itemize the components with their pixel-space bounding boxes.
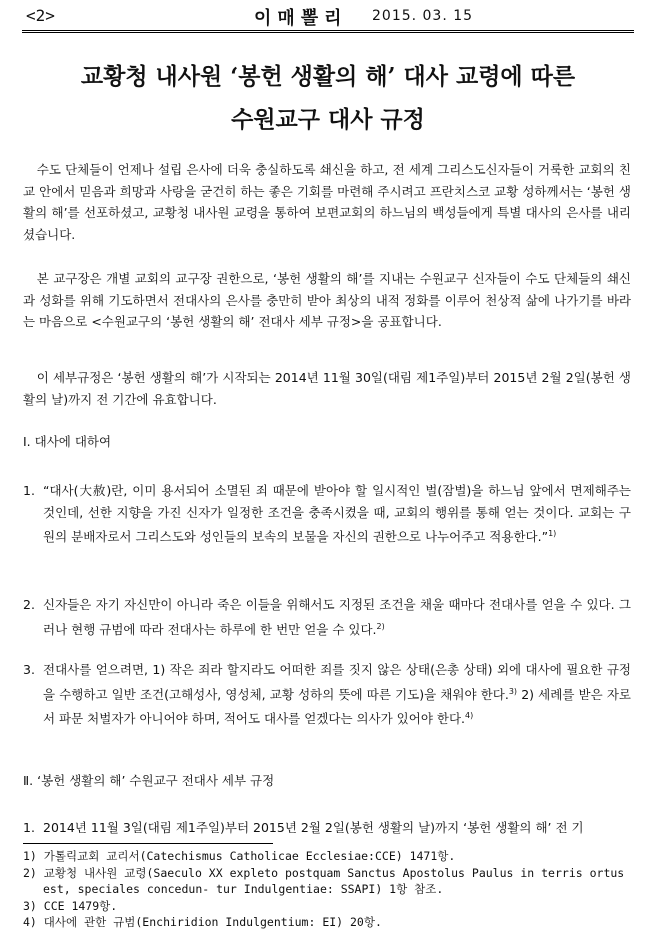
paragraph-text: 이 세부규정은 ‘봉헌 생활의 해’가 시작되는 2014년 11월 30일(대림 제1주일)부터 2015년 2월 2일(봉헌 생활의 날)까지 전 기간에 유효합니다.	[23, 370, 631, 407]
item-number: 1.	[23, 820, 35, 835]
section-1-item-1	[23, 480, 631, 548]
footnote-ref: 2)	[376, 621, 385, 631]
item-text: 전대사를 얻으려면, 1) 작은 죄라 할지라도 어떠한 죄를 짓지 않은 상태(은총 상태) 외에 대사에 필요한 규정을 수행하고 일반 조건(고해성사, 영성체, 교황 성하의 뜻에 따른 기도)을 채워야 한다.	[43, 662, 631, 702]
footnote-ref: 3)	[508, 686, 518, 696]
footnote-divider	[23, 843, 273, 844]
item-text: 2014년 11월 3일(대림 제1주일)부터 2015년 2월 2일(봉헌 생활의 날)까지 ‘봉헌 생활의 해’ 전 기	[43, 820, 584, 835]
title-line-1: 교황청 내사원 ‘봉헌 생활의 해’ 대사 교령에 따른	[80, 63, 576, 90]
intro-paragraph-3	[23, 367, 631, 410]
item-text: “대사(大赦)란, 이미 용서되어 소멸된 죄 때문에 받아야 할 일시적인 벌(잠벌)을 하느님 앞에서 면제해주는 것인데, 선한 지향을 가진 신자가 일정한 조건을 충족시켰을 때, 교회의 행위를 통해 얻는 것이다. 교회는 구원의 분배자로서 그리스도와 성인들의 보속의 보물을 자신의 권한으로 나누어주고 적용한다.”	[43, 483, 631, 545]
paragraph-text: 본 교구장은 개별 교회의 교구장 권한으로, ‘봉헌 생활의 해’를 지내는 수원교구 신자들이 수도 단체들의 쇄신과 성화를 위해 기도하면서 전대사의 은사를 충만히 받아 최상의 내적 정화를 이루어 천상적 삶에 나가기를 바라는 마음으로 <수원교구의 ‘봉헌 생활의 해’ 전대사 세부 규정>을 공표합니다.	[23, 271, 631, 329]
item-number: 3.	[23, 662, 35, 677]
page-number: <2>	[26, 6, 55, 25]
footnote-ref: 4)	[465, 711, 474, 721]
item-number: 2.	[23, 597, 35, 612]
footnote-2: 2) 교황청 내사원 교령(Saeculo XX expleto postquam Sanctus Apostolus Paulus in terris ortus est, speciales concedun- tur Indulgentiae: SSAPI) 1항 참조.	[23, 865, 625, 896]
paragraph-text: 수도 단체들이 언제나 설립 은사에 더욱 충실하도록 쇄신을 하고, 전 세계 그리스도신자들이 거룩한 교회의 친교 안에서 믿음과 희망과 사랑을 굳건히 하는 좋은 기회를 마련해 주시려고 프란치스코 교황 성하께서는 ‘봉헌 생활의 해’를 선포하셨고, 교황청 내사원 교령을 통하여 보편교회의 하느님의 백성들에게 특별 대사의 은사를 내리셨습니다.	[23, 162, 631, 242]
footnote-4: 4) 대사에 관한 규범(Enchiridion Indulgentium: EI) 20항.	[23, 915, 382, 929]
page-header	[22, 4, 634, 30]
section-2-heading: Ⅱ. ‘봉헌 생활의 해’ 수원교구 전대사 세부 규정	[23, 773, 275, 788]
intro-paragraph-2	[23, 268, 631, 333]
header-divider	[22, 30, 634, 33]
footnote-ref: 1)	[548, 529, 557, 538]
intro-paragraph-1	[23, 159, 631, 245]
issue-date: 2015. 03. 15	[372, 8, 474, 24]
item-number: 1.	[23, 483, 35, 498]
footnote-3: 3) CCE 1479항.	[23, 898, 118, 913]
footnotes	[23, 848, 635, 931]
footnote-1: 1) 가톨릭교회 교리서(Catechismus Catholicae Ecclesiae:CCE) 1471항.	[23, 849, 456, 863]
newsletter-name: 이매뽈리	[254, 8, 348, 29]
item-text: 신자들은 자기 자신만이 아니라 죽은 이들을 위해서도 지정된 조건을 채울 때마다 전대사를 얻을 수 있다. 그러나 현행 규범에 따라 전대사는 하루에 한 번만 얻을 수 있다.	[43, 597, 631, 637]
section-1-item-2	[23, 594, 631, 640]
section-1-heading: Ⅰ. 대사에 대하여	[23, 434, 112, 449]
section-1-item-3	[23, 659, 631, 730]
section-2-item-1	[23, 817, 631, 839]
title-line-2: 수원교구 대사 규정	[231, 106, 425, 133]
item-text-continued: 2) 세례를 받은 자로서 파문 처벌자가 아니어야 하며, 적어도 대사를 얻겠다는 의사가 있어야 한다.	[43, 686, 632, 727]
